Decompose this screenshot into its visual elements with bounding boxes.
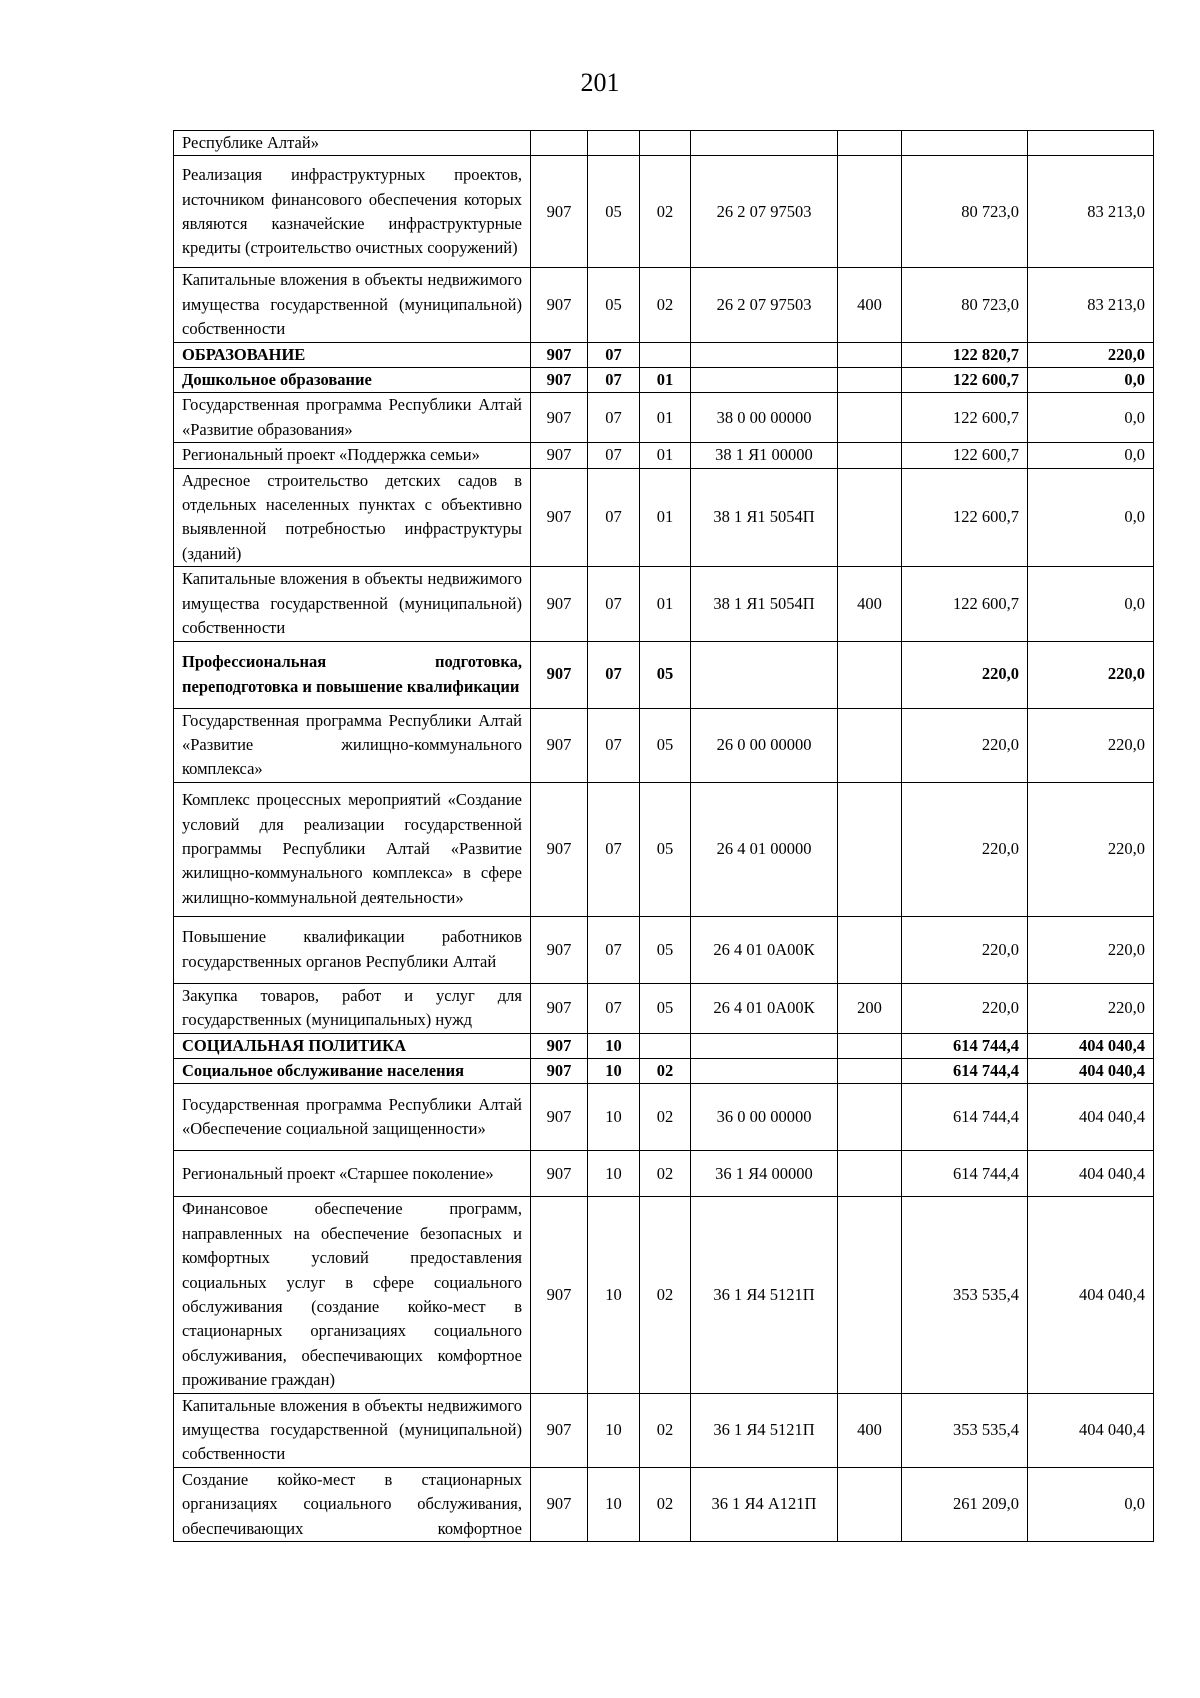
cell-sum-year-2: 83 213,0 xyxy=(1028,156,1154,268)
cell-podrazdel: 01 xyxy=(640,368,691,393)
cell-glava: 907 xyxy=(531,1033,588,1058)
table-row xyxy=(174,468,1154,567)
cell-expense-type xyxy=(838,1033,902,1058)
cell-expense-type: 400 xyxy=(838,1393,902,1467)
cell-sum-year-2: 220,0 xyxy=(1028,983,1154,1033)
cell-glava: 907 xyxy=(531,1197,588,1393)
cell-razdel: 05 xyxy=(588,268,640,342)
cell-razdel: 07 xyxy=(588,342,640,367)
cell-podrazdel: 02 xyxy=(640,1058,691,1083)
cell-razdel: 07 xyxy=(588,468,640,567)
cell-podrazdel xyxy=(640,131,691,156)
cell-podrazdel: 01 xyxy=(640,393,691,443)
cell-sum-year-1: 220,0 xyxy=(902,708,1028,782)
cell-target-article xyxy=(691,131,838,156)
row-name: Дошкольное образование xyxy=(174,368,531,393)
cell-glava: 907 xyxy=(531,1151,588,1197)
row-name: Государственная программа Республики Алтай «Развитие образования» xyxy=(174,393,531,443)
cell-sum-year-1: 122 600,7 xyxy=(902,368,1028,393)
table-row xyxy=(174,268,1154,342)
cell-expense-type: 400 xyxy=(838,268,902,342)
table-row xyxy=(174,1033,1154,1058)
cell-target-article xyxy=(691,368,838,393)
cell-target-article xyxy=(691,1058,838,1083)
cell-target-article: 26 4 01 0А00К xyxy=(691,916,838,983)
table-row xyxy=(174,641,1154,708)
cell-expense-type xyxy=(838,641,902,708)
cell-expense-type xyxy=(838,782,902,916)
cell-target-article: 38 1 Я1 5054П xyxy=(691,468,838,567)
cell-sum-year-1: 261 209,0 xyxy=(902,1467,1028,1541)
cell-sum-year-1: 353 535,4 xyxy=(902,1197,1028,1393)
cell-podrazdel: 01 xyxy=(640,567,691,641)
table-row xyxy=(174,1058,1154,1083)
cell-sum-year-1 xyxy=(902,131,1028,156)
cell-glava: 907 xyxy=(531,916,588,983)
cell-sum-year-2: 404 040,4 xyxy=(1028,1197,1154,1393)
cell-target-article: 36 1 Я4 5121П xyxy=(691,1197,838,1393)
table-row xyxy=(174,368,1154,393)
row-name: Комплекс процессных мероприятий «Создание условий для реализации государственной программы Республики Алтай «Развитие жилищно-коммунального комплекса» в сфере жилищно-коммунальной деятельности» xyxy=(174,782,531,916)
row-name: Профессиональная подготовка, переподготовка и повышение квалификации xyxy=(174,641,531,708)
cell-sum-year-2: 220,0 xyxy=(1028,342,1154,367)
table-row xyxy=(174,782,1154,916)
cell-razdel: 07 xyxy=(588,916,640,983)
cell-expense-type xyxy=(838,368,902,393)
table-row xyxy=(174,1151,1154,1197)
row-name: Капитальные вложения в объекты недвижимого имущества государственной (муниципальной) собственности xyxy=(174,268,531,342)
cell-expense-type xyxy=(838,1467,902,1541)
table-row xyxy=(174,1084,1154,1151)
row-name: Государственная программа Республики Алтай «Развитие жилищно-коммунального комплекса» xyxy=(174,708,531,782)
row-name: Региональный проект «Поддержка семьи» xyxy=(174,443,531,468)
cell-podrazdel: 05 xyxy=(640,782,691,916)
cell-glava: 907 xyxy=(531,1058,588,1083)
cell-glava: 907 xyxy=(531,393,588,443)
cell-glava: 907 xyxy=(531,268,588,342)
cell-sum-year-1: 220,0 xyxy=(902,641,1028,708)
cell-razdel: 10 xyxy=(588,1058,640,1083)
cell-glava: 907 xyxy=(531,368,588,393)
cell-sum-year-1: 80 723,0 xyxy=(902,268,1028,342)
cell-expense-type xyxy=(838,1084,902,1151)
cell-glava xyxy=(531,131,588,156)
cell-sum-year-2: 404 040,4 xyxy=(1028,1058,1154,1083)
row-name: Повышение квалификации работников государственных органов Республики Алтай xyxy=(174,916,531,983)
cell-sum-year-1: 122 600,7 xyxy=(902,468,1028,567)
cell-sum-year-2: 0,0 xyxy=(1028,443,1154,468)
budget-table xyxy=(173,130,1154,1542)
cell-sum-year-2: 404 040,4 xyxy=(1028,1084,1154,1151)
cell-expense-type: 200 xyxy=(838,983,902,1033)
cell-razdel: 07 xyxy=(588,443,640,468)
cell-razdel: 10 xyxy=(588,1033,640,1058)
row-name: Республике Алтай» xyxy=(174,131,531,156)
table-row xyxy=(174,443,1154,468)
cell-podrazdel: 01 xyxy=(640,443,691,468)
cell-sum-year-2: 220,0 xyxy=(1028,916,1154,983)
cell-sum-year-1: 122 820,7 xyxy=(902,342,1028,367)
cell-sum-year-1: 614 744,4 xyxy=(902,1033,1028,1058)
cell-target-article: 38 1 Я1 00000 xyxy=(691,443,838,468)
cell-glava: 907 xyxy=(531,782,588,916)
row-name: Капитальные вложения в объекты недвижимого имущества государственной (муниципальной) собственности xyxy=(174,1393,531,1467)
cell-razdel: 10 xyxy=(588,1197,640,1393)
cell-expense-type: 400 xyxy=(838,567,902,641)
cell-podrazdel: 02 xyxy=(640,1151,691,1197)
row-name: Социальное обслуживание населения xyxy=(174,1058,531,1083)
cell-podrazdel: 05 xyxy=(640,983,691,1033)
cell-sum-year-1: 122 600,7 xyxy=(902,393,1028,443)
cell-sum-year-1: 80 723,0 xyxy=(902,156,1028,268)
cell-razdel: 07 xyxy=(588,393,640,443)
cell-razdel: 07 xyxy=(588,708,640,782)
cell-glava: 907 xyxy=(531,1084,588,1151)
cell-expense-type xyxy=(838,156,902,268)
cell-target-article: 26 4 01 0А00К xyxy=(691,983,838,1033)
row-name: Реализация инфраструктурных проектов, источником финансового обеспечения которых являются казначейские инфраструктурные кредиты (строительство очистных сооружений) xyxy=(174,156,531,268)
cell-expense-type xyxy=(838,131,902,156)
cell-glava: 907 xyxy=(531,641,588,708)
cell-expense-type xyxy=(838,443,902,468)
cell-sum-year-1: 614 744,4 xyxy=(902,1058,1028,1083)
cell-target-article: 26 4 01 00000 xyxy=(691,782,838,916)
table-row xyxy=(174,983,1154,1033)
cell-glava: 907 xyxy=(531,443,588,468)
cell-sum-year-2: 404 040,4 xyxy=(1028,1393,1154,1467)
cell-podrazdel: 02 xyxy=(640,1467,691,1541)
cell-sum-year-1: 122 600,7 xyxy=(902,443,1028,468)
cell-sum-year-2 xyxy=(1028,131,1154,156)
cell-sum-year-2: 83 213,0 xyxy=(1028,268,1154,342)
cell-glava: 907 xyxy=(531,983,588,1033)
cell-sum-year-1: 220,0 xyxy=(902,983,1028,1033)
row-name: Финансовое обеспечение программ, направленных на обеспечение безопасных и комфортных условий предоставления социальных услуг в сфере социального обслуживания (создание койко-мест в стационарных организациях социального обслуживания, обеспечивающих комфортное проживание граждан) xyxy=(174,1197,531,1393)
cell-expense-type xyxy=(838,393,902,443)
cell-podrazdel: 02 xyxy=(640,1393,691,1467)
cell-target-article: 26 2 07 97503 xyxy=(691,268,838,342)
cell-sum-year-1: 353 535,4 xyxy=(902,1393,1028,1467)
cell-expense-type xyxy=(838,1151,902,1197)
cell-podrazdel: 02 xyxy=(640,268,691,342)
cell-podrazdel xyxy=(640,342,691,367)
cell-target-article: 36 1 Я4 А121П xyxy=(691,1467,838,1541)
cell-razdel: 10 xyxy=(588,1393,640,1467)
cell-sum-year-2: 404 040,4 xyxy=(1028,1033,1154,1058)
cell-glava: 907 xyxy=(531,342,588,367)
table-row xyxy=(174,131,1154,156)
table-row xyxy=(174,1467,1154,1541)
cell-glava: 907 xyxy=(531,156,588,268)
cell-podrazdel: 02 xyxy=(640,156,691,268)
cell-expense-type xyxy=(838,916,902,983)
cell-glava: 907 xyxy=(531,1393,588,1467)
cell-podrazdel xyxy=(640,1033,691,1058)
cell-razdel xyxy=(588,131,640,156)
table-row xyxy=(174,1197,1154,1393)
cell-sum-year-2: 0,0 xyxy=(1028,1467,1154,1541)
cell-podrazdel: 01 xyxy=(640,468,691,567)
cell-razdel: 07 xyxy=(588,567,640,641)
cell-podrazdel: 05 xyxy=(640,916,691,983)
cell-sum-year-1: 220,0 xyxy=(902,916,1028,983)
row-name: Создание койко-мест в стационарных организациях социального обслуживания, обеспечивающих комфортное xyxy=(174,1467,531,1541)
cell-target-article: 36 0 00 00000 xyxy=(691,1084,838,1151)
cell-sum-year-2: 220,0 xyxy=(1028,708,1154,782)
cell-sum-year-1: 614 744,4 xyxy=(902,1151,1028,1197)
cell-razdel: 10 xyxy=(588,1084,640,1151)
cell-target-article: 36 1 Я4 00000 xyxy=(691,1151,838,1197)
cell-expense-type xyxy=(838,708,902,782)
cell-razdel: 10 xyxy=(588,1151,640,1197)
cell-target-article xyxy=(691,641,838,708)
cell-target-article: 26 2 07 97503 xyxy=(691,156,838,268)
cell-razdel: 05 xyxy=(588,156,640,268)
cell-podrazdel: 05 xyxy=(640,641,691,708)
cell-sum-year-2: 0,0 xyxy=(1028,393,1154,443)
cell-target-article xyxy=(691,342,838,367)
cell-podrazdel: 05 xyxy=(640,708,691,782)
cell-sum-year-2: 404 040,4 xyxy=(1028,1151,1154,1197)
row-name: Адресное строительство детских садов в отдельных населенных пунктах с объективно выявленной потребностью инфраструктуры (зданий) xyxy=(174,468,531,567)
cell-expense-type xyxy=(838,1058,902,1083)
table-row xyxy=(174,708,1154,782)
cell-sum-year-1: 614 744,4 xyxy=(902,1084,1028,1151)
table-body xyxy=(174,131,1154,1542)
cell-target-article: 26 0 00 00000 xyxy=(691,708,838,782)
row-name: Региональный проект «Старшее поколение» xyxy=(174,1151,531,1197)
cell-glava: 907 xyxy=(531,567,588,641)
cell-razdel: 10 xyxy=(588,1467,640,1541)
cell-sum-year-2: 220,0 xyxy=(1028,641,1154,708)
cell-podrazdel: 02 xyxy=(640,1197,691,1393)
row-name: Закупка товаров, работ и услуг для государственных (муниципальных) нужд xyxy=(174,983,531,1033)
cell-razdel: 07 xyxy=(588,368,640,393)
cell-expense-type xyxy=(838,1197,902,1393)
cell-sum-year-1: 122 600,7 xyxy=(902,567,1028,641)
cell-sum-year-2: 220,0 xyxy=(1028,782,1154,916)
cell-sum-year-2: 0,0 xyxy=(1028,567,1154,641)
table-row xyxy=(174,916,1154,983)
cell-target-article: 38 1 Я1 5054П xyxy=(691,567,838,641)
cell-glava: 907 xyxy=(531,1467,588,1541)
cell-expense-type xyxy=(838,468,902,567)
cell-target-article: 38 0 00 00000 xyxy=(691,393,838,443)
cell-podrazdel: 02 xyxy=(640,1084,691,1151)
cell-glava: 907 xyxy=(531,708,588,782)
cell-sum-year-1: 220,0 xyxy=(902,782,1028,916)
row-name: Государственная программа Республики Алтай «Обеспечение социальной защищенности» xyxy=(174,1084,531,1151)
row-name: СОЦИАЛЬНАЯ ПОЛИТИКА xyxy=(174,1033,531,1058)
cell-target-article xyxy=(691,1033,838,1058)
cell-razdel: 07 xyxy=(588,641,640,708)
row-name: Капитальные вложения в объекты недвижимого имущества государственной (муниципальной) собственности xyxy=(174,567,531,641)
table-row xyxy=(174,567,1154,641)
cell-sum-year-2: 0,0 xyxy=(1028,368,1154,393)
cell-razdel: 07 xyxy=(588,983,640,1033)
cell-glava: 907 xyxy=(531,468,588,567)
cell-razdel: 07 xyxy=(588,782,640,916)
cell-expense-type xyxy=(838,342,902,367)
table-row xyxy=(174,156,1154,268)
table-row xyxy=(174,393,1154,443)
table-row xyxy=(174,1393,1154,1467)
page-number: 201 xyxy=(580,68,620,97)
cell-target-article: 36 1 Я4 5121П xyxy=(691,1393,838,1467)
cell-sum-year-2: 0,0 xyxy=(1028,468,1154,567)
table-row xyxy=(174,342,1154,367)
row-name: ОБРАЗОВАНИЕ xyxy=(174,342,531,367)
